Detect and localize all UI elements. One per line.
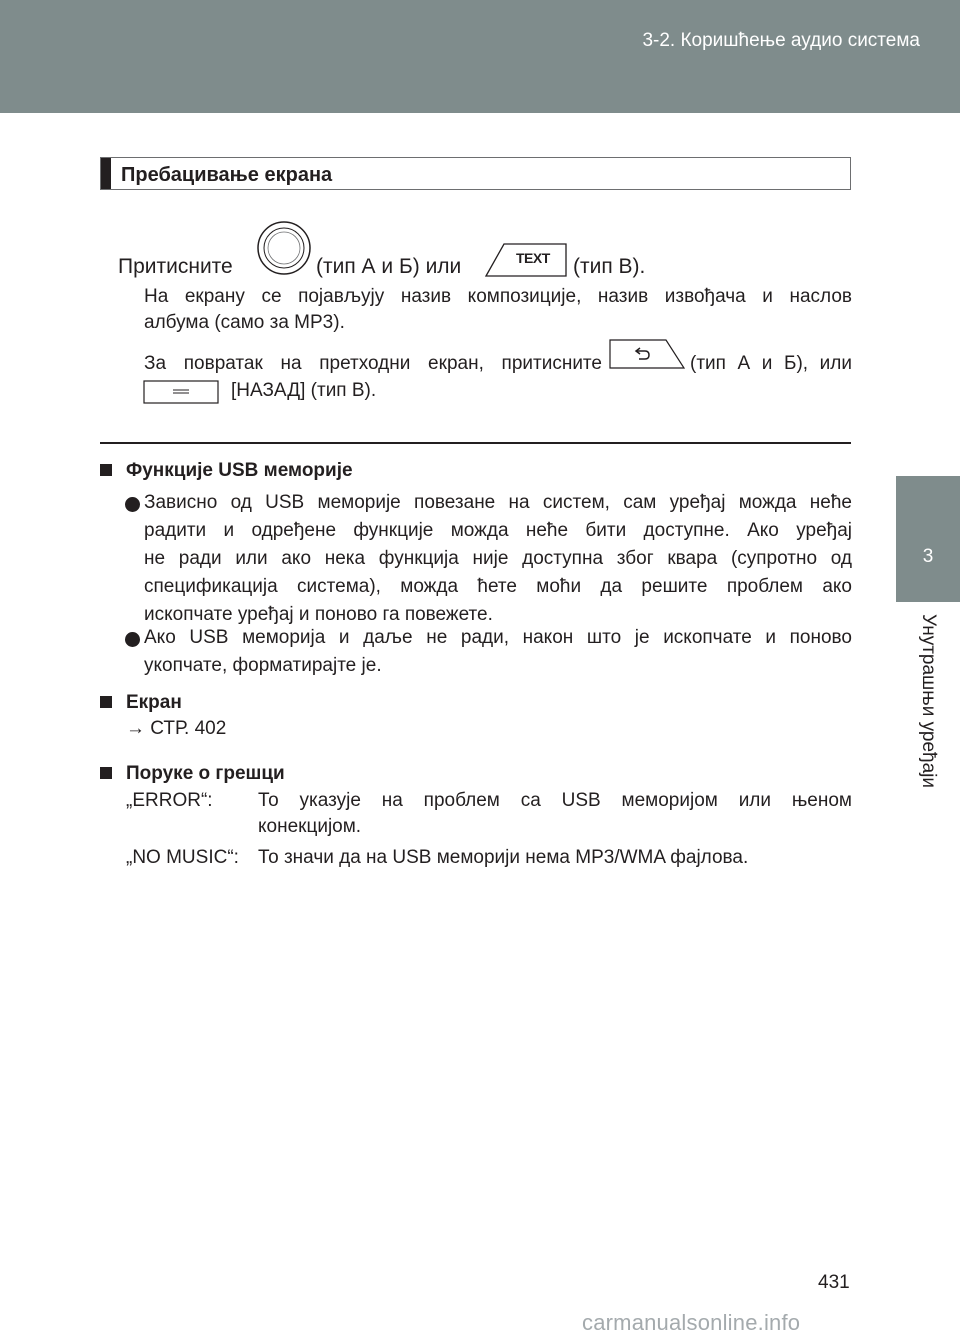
- press-suffix: (тип В).: [573, 255, 646, 278]
- back-line-2: [НАЗАД] (тип В).: [231, 380, 377, 401]
- usb-b2-line-2: укопчате, форматирајте је.: [144, 655, 382, 676]
- round-bullet-icon: [125, 497, 140, 512]
- text-button-icon: [484, 242, 568, 278]
- usb-b1-line-1: Зависно од USB меморије повезане на систем, сам уређај можда неће: [144, 492, 852, 513]
- chapter-tab: [896, 476, 960, 602]
- usb-b2-line-1: Ако USB меморија и даље не ради, након што је ископчате и поново: [144, 627, 852, 648]
- square-bullet-icon: [100, 767, 112, 779]
- errors-heading: [100, 761, 285, 787]
- intro-line-2: албума (само за MP3).: [144, 312, 345, 333]
- back-key-icon: [143, 380, 219, 404]
- back-prefix: За повратак на претходни екран, притисните: [144, 353, 602, 374]
- error-code-2: „NO MUSIC“:: [126, 847, 239, 868]
- section-divider: [100, 442, 851, 444]
- error-text-2: То значи да на USB меморији нема MP3/WMA фајлова.: [258, 847, 749, 868]
- press-mid: (тип А и Б) или: [316, 255, 462, 278]
- press-prefix: Притисните: [118, 255, 233, 278]
- section-header-bar: [101, 158, 111, 189]
- usb-b1-line-2: радити и одређене функције можда неће бити доступне. Ако уређај: [144, 520, 852, 541]
- usb-b1-line-5: ископчате уређај и поново га повежете.: [144, 604, 493, 625]
- page-header: [0, 0, 960, 113]
- usb-heading-text: Функције USB меморије: [126, 460, 353, 481]
- knob-button-icon: [256, 220, 312, 276]
- chapter-title: 3-2. Коришћење аудио система: [642, 30, 920, 51]
- section-header: [100, 157, 851, 190]
- back-suffix: (тип А и Б), или: [690, 353, 852, 374]
- errors-heading-text: Поруке о грешци: [126, 763, 285, 784]
- chapter-side-label-text: Унутрашњи уређаји: [918, 614, 939, 789]
- screen-page-ref[interactable]: → СТР. 402: [126, 718, 227, 739]
- intro-line-1: На екрану се појављују назив композиције, назив извођача и наслов: [144, 286, 852, 307]
- back-button-icon: [608, 338, 686, 370]
- error-text-1-line-1: То указује на проблем са USB меморијом или њеном: [258, 790, 852, 811]
- chapter-side-label: [896, 602, 960, 862]
- chapter-number: 3: [922, 546, 934, 567]
- page-number: 431: [818, 1272, 850, 1293]
- text-button-label: TEXT: [516, 250, 550, 266]
- usb-b1-line-4: спецификација система), можда ћете моћи да решите проблем ако: [144, 576, 852, 597]
- error-text-1-line-2: конекцијом.: [258, 816, 362, 837]
- watermark: carmanualsonline.info: [582, 1310, 801, 1335]
- square-bullet-icon: [100, 464, 112, 476]
- section-title: Пребацивање екрана: [121, 164, 333, 186]
- square-bullet-icon: [100, 696, 112, 708]
- round-bullet-icon: [125, 632, 140, 647]
- screen-heading-text: Екран: [126, 692, 182, 713]
- error-code-1: „ERROR“:: [126, 790, 213, 811]
- screen-heading: [100, 690, 182, 716]
- usb-heading: [100, 458, 353, 484]
- usb-b1-line-3: не ради или ако нека функција није доступна због квара (супротно од: [144, 548, 852, 569]
